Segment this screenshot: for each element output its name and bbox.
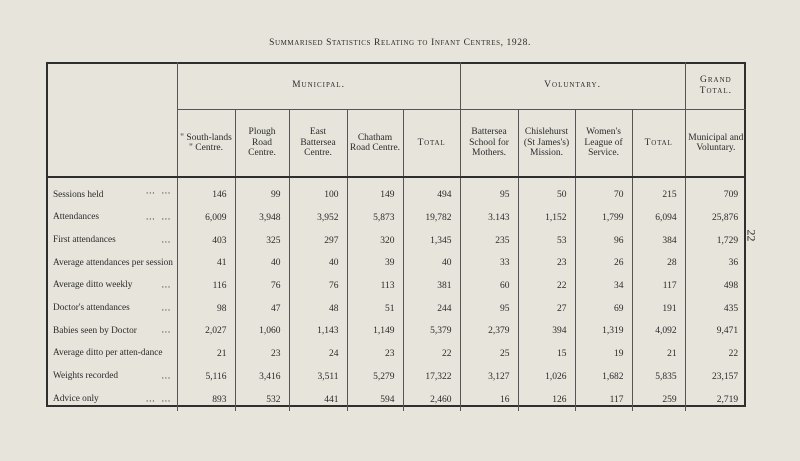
table-cell: 33 <box>460 252 518 275</box>
table-row <box>46 275 746 298</box>
table-row <box>46 366 746 389</box>
table-cell: 1,143 <box>289 320 347 343</box>
table-cell: 149 <box>347 177 403 207</box>
table-cell: 116 <box>177 275 235 298</box>
table-cell: 403 <box>177 229 235 252</box>
table-cell: 394 <box>518 320 575 343</box>
table-cell: 215 <box>632 177 685 207</box>
leader-dots: … <box>161 303 173 314</box>
column-header: East Battersea Centre. <box>289 110 347 178</box>
table-cell: 259 <box>632 388 685 411</box>
table-cell: 19,782 <box>403 207 460 230</box>
row-label-cell <box>46 320 177 343</box>
column-header: Women's League of Service. <box>575 110 632 178</box>
table-cell: 22 <box>728 349 739 360</box>
leader-dots: … … <box>145 186 173 197</box>
table-cell: 22 <box>518 275 575 298</box>
table-cell: 40 <box>403 252 460 275</box>
table-cell: 1,682 <box>575 366 632 389</box>
row-label-cell <box>46 177 177 207</box>
leader-dots: … <box>161 234 173 245</box>
table-cell: 4,092 <box>632 320 685 343</box>
table-cell: 51 <box>347 297 403 320</box>
table-cell: 3,511 <box>289 366 347 389</box>
table-cell: 325 <box>235 229 289 252</box>
table-cell: 893 <box>177 388 235 411</box>
table-cell: 60 <box>460 275 518 298</box>
table-cell: 23 <box>235 343 289 366</box>
table-cell: 1,060 <box>235 320 289 343</box>
table-cell: 709 <box>723 190 739 201</box>
leader-dots: … … <box>145 393 173 404</box>
row-label: Attendances <box>53 212 99 223</box>
table-cell: 3.143 <box>460 207 518 230</box>
table-cell: 1,729 <box>716 235 739 246</box>
row-label: Babies seen by Doctor <box>53 325 137 336</box>
group-header-grand-total: Grand Total. <box>685 62 746 110</box>
table-cell: 5,835 <box>632 366 685 389</box>
table-cell: 117 <box>575 388 632 411</box>
table-cell: 15 <box>518 343 575 366</box>
table-cell: 76 <box>235 275 289 298</box>
table-cell: 117 <box>632 275 685 298</box>
table-cell: 95 <box>460 177 518 207</box>
table-cell: 24 <box>289 343 347 366</box>
table-cell: 100 <box>289 177 347 207</box>
table-cell: 95 <box>460 297 518 320</box>
table-cell: 191 <box>632 297 685 320</box>
column-header: Municipal and Voluntary. <box>685 110 746 178</box>
table-cell: 98 <box>177 297 235 320</box>
leader-dots: … <box>161 371 173 382</box>
table-cell: 2,379 <box>460 320 518 343</box>
table-cell: 16 <box>460 388 518 411</box>
row-label: First attendances <box>53 234 116 245</box>
table-cell: 441 <box>289 388 347 411</box>
table-row <box>46 297 746 320</box>
table-cell: 23,157 <box>711 371 739 382</box>
table-cell: 23 <box>347 343 403 366</box>
row-label: Doctor's attendances <box>53 303 130 314</box>
group-header-municipal: Municipal. <box>177 62 460 110</box>
table-cell: 1,149 <box>347 320 403 343</box>
table-cell: 19 <box>575 343 632 366</box>
row-label: Average attendances per session <box>53 257 173 268</box>
table-cell: 2,460 <box>403 388 460 411</box>
table-cell: 1,345 <box>403 229 460 252</box>
table-cell: 235 <box>460 229 518 252</box>
table-cell: 23 <box>518 252 575 275</box>
table-cell: 76 <box>289 275 347 298</box>
table-cell: 126 <box>518 388 575 411</box>
table-cell: 594 <box>347 388 403 411</box>
table-row <box>46 320 746 343</box>
table-cell: 25,876 <box>711 213 739 224</box>
row-label-cell <box>46 366 177 389</box>
table-row <box>46 229 746 252</box>
row-label: Average ditto per atten-dance <box>53 348 163 359</box>
page-number: 22 <box>744 229 759 242</box>
table-cell: 26 <box>575 252 632 275</box>
row-label-cell <box>46 229 177 252</box>
table-cell: 9,471 <box>716 326 739 337</box>
table-cell: 498 <box>723 281 739 292</box>
leader-dots: … <box>161 280 173 291</box>
row-label-cell <box>46 343 177 366</box>
column-header: Chatham Road Centre. <box>347 110 403 178</box>
column-header: Plough Road Centre. <box>235 110 289 178</box>
table-cell: 39 <box>347 252 403 275</box>
table-cell: 5,116 <box>177 366 235 389</box>
table-cell: 1,026 <box>518 366 575 389</box>
row-label-cell <box>46 207 177 230</box>
table-cell: 2,027 <box>177 320 235 343</box>
table-cell: 47 <box>235 297 289 320</box>
table-row <box>46 388 746 411</box>
table-cell: 6,009 <box>177 207 235 230</box>
column-header: " South-lands " Centre. <box>177 110 235 178</box>
leader-dots: … <box>161 325 173 336</box>
table-cell: 50 <box>518 177 575 207</box>
table-cell: 53 <box>518 229 575 252</box>
row-label: Sessions held <box>53 189 104 200</box>
table-cell: 5,873 <box>347 207 403 230</box>
table-cell: 146 <box>177 177 235 207</box>
table-cell: 1,319 <box>575 320 632 343</box>
table-cell: 22 <box>403 343 460 366</box>
table-cell: 6,094 <box>632 207 685 230</box>
table-row <box>46 207 746 230</box>
table-cell: 113 <box>347 275 403 298</box>
table-cell: 34 <box>575 275 632 298</box>
table-cell: 99 <box>235 177 289 207</box>
table-row <box>46 177 746 207</box>
column-header: Total <box>632 110 685 178</box>
page-title: Summarised Statistics Relating to Infant Centres, 1928. <box>269 38 531 48</box>
table-cell: 3,948 <box>235 207 289 230</box>
table-cell: 320 <box>347 229 403 252</box>
table-cell: 3,416 <box>235 366 289 389</box>
table-cell: 3,952 <box>289 207 347 230</box>
table-cell: 96 <box>575 229 632 252</box>
row-label-cell <box>46 275 177 298</box>
table-cell: 70 <box>575 177 632 207</box>
table-cell: 297 <box>289 229 347 252</box>
row-label-cell <box>46 252 177 275</box>
column-header: Battersea School for Mothers. <box>460 110 518 178</box>
table-cell: 244 <box>403 297 460 320</box>
statistics-table <box>46 62 746 411</box>
table-cell: 1,799 <box>575 207 632 230</box>
row-label: Average ditto weekly <box>53 280 133 291</box>
row-label-cell <box>46 297 177 320</box>
table-cell: 435 <box>723 303 739 314</box>
table-cell: 532 <box>235 388 289 411</box>
table-cell: 36 <box>728 258 739 269</box>
table-cell: 40 <box>289 252 347 275</box>
table-cell: 17,322 <box>403 366 460 389</box>
table-cell: 69 <box>575 297 632 320</box>
column-header: Total <box>403 110 460 178</box>
table-cell: 2,719 <box>716 394 739 405</box>
row-label: Weights recorded <box>53 371 119 382</box>
table-cell: 381 <box>403 275 460 298</box>
table-cell: 5,379 <box>403 320 460 343</box>
row-label-cell <box>46 388 177 411</box>
table-cell: 40 <box>235 252 289 275</box>
stub-header <box>46 62 177 177</box>
table-row <box>46 252 746 275</box>
group-header-voluntary: Voluntary. <box>460 62 685 110</box>
table-cell: 25 <box>460 343 518 366</box>
table-cell: 48 <box>289 297 347 320</box>
table-cell: 384 <box>632 229 685 252</box>
table-cell: 3,127 <box>460 366 518 389</box>
leader-dots: … … <box>145 212 173 223</box>
table-cell: 41 <box>177 252 235 275</box>
table-cell: 494 <box>403 177 460 207</box>
row-label: Advice only <box>53 393 99 404</box>
table-cell: 1,152 <box>518 207 575 230</box>
table-row <box>46 343 746 366</box>
table-cell: 21 <box>177 343 235 366</box>
column-header: Chislehurst (St James's) Mission. <box>518 110 575 178</box>
table-cell: 21 <box>632 343 685 366</box>
table-cell: 28 <box>632 252 685 275</box>
table-cell: 5,279 <box>347 366 403 389</box>
table-cell: 27 <box>518 297 575 320</box>
